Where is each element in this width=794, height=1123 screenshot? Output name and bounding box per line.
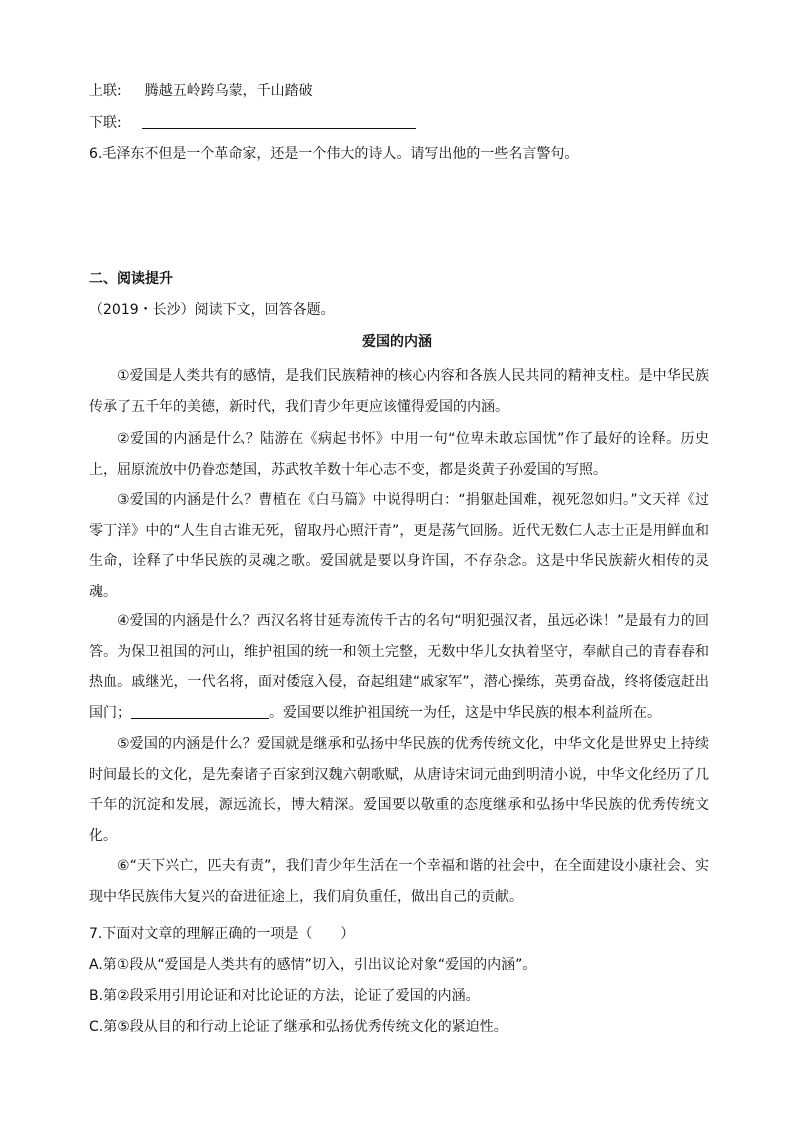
paragraph-4-tail: 。爱国要以维护祖国统一为任，这是中华民族的根本利益所在。 — [269, 704, 661, 721]
paragraph-2: ②爱国的内涵是什么？陆游在《病起书怀》中用一句“位卑未敢忘国忧”作了最好的诠释。历史上，屈原流放中仍眷恋楚国，苏武牧羊数十年心志不变，都是炎黄子孙爱国的写照。 — [89, 431, 709, 478]
paragraph-4-text: ④爱国的内涵是什么？西汉名将甘延寿流传千古的名句“明犯强汉者，虽远必诛！”是最有力的回答。为保卫祖国的河山，维护祖国的统一和领土完整，无数中华儿女执着坚守，奉献自己的青春春和热血。戚继光，一代名将，面对倭寇入侵，奋起组建“戚家军”，潜心操练，英勇奋战，终将倭寇赶出国门； — [89, 613, 709, 721]
paragraph-5: ⑤爱国的内涵是什么？爱国就是继承和弘扬中华民族的优秀传统文化，中华文化是世界史上持续时间最长的文化，是先秦诸子百家到汉魏六朝歌赋，从唐诗宋词元曲到明清小说，中华文化经历了几千年的沉淀和发展，源远流长，博大精深。爱国要以敬重的态度继承和弘扬中华民族的优秀传统文化。 — [89, 736, 709, 844]
couplet-upper-line — [89, 81, 709, 101]
couplet-upper-label: 上联: — [89, 83, 122, 99]
option-a: A.第①段从“爱国是人类共有的感情”切入，引出议论对象“爱国的内涵”。 — [89, 957, 537, 973]
paragraph-6: ⑥“天下兴亡，匹夫有责”，我们青少年生活在一个幸福和谐的社会中，在全面建设小康社会、实现中华民族伟大复兴的奋进征途上，我们肩负重任，做出自己的贡献。 — [89, 858, 709, 905]
couplet-upper-text: 腾越五岭跨乌蒙，千山踏破 — [144, 83, 313, 99]
paragraph-3: ③爱国的内涵是什么？曹植在《白马篇》中说得明白：“捐躯赴国难，视死忽如归。”文天祥《过零丁洋》中的“人生自古谁无死，留取丹心照汗青”，更是荡气回肠。近代无数仁人志士正是用鲜血和生命，诠释了中华民族的灵魂之歌。爱国就是要以身许国，不存杂念。这是中华民族薪火相传的灵魂。 — [89, 492, 709, 600]
paragraph-4 — [89, 606, 709, 728]
question-7-stem: 7.下面对文章的理解正确的一项是（ ） — [89, 926, 355, 942]
question-6: 6.毛泽东不但是一个革命家，还是一个伟大的诗人。请写出他的一些名言警句。 — [89, 146, 579, 162]
section-heading: 二、阅读提升 — [89, 271, 173, 287]
option-b: B.第②段采用引用论证和对比论证的方法，论证了爱国的内涵。 — [89, 988, 480, 1004]
paragraph-1: ①爱国是人类共有的感情，是我们民族精神的核心内容和各族人民共同的精神支柱。是中华民族传承了五千年的美德，新时代，我们青少年更应该懂得爱国的内涵。 — [89, 368, 709, 415]
option-c: C.第⑤段从目的和行动上论证了继承和弘扬优秀传统文化的紧迫性。 — [89, 1019, 508, 1035]
couplet-lower-line — [89, 113, 709, 133]
reading-source: （2019・长沙）阅读下文，回答各题。 — [89, 302, 335, 318]
couplet-lower-label: 下联: — [89, 115, 122, 131]
paragraph-4-blank[interactable] — [131, 704, 269, 719]
article-title: 爱国的内涵 — [362, 334, 432, 350]
couplet-answer-blank[interactable] — [142, 114, 416, 129]
